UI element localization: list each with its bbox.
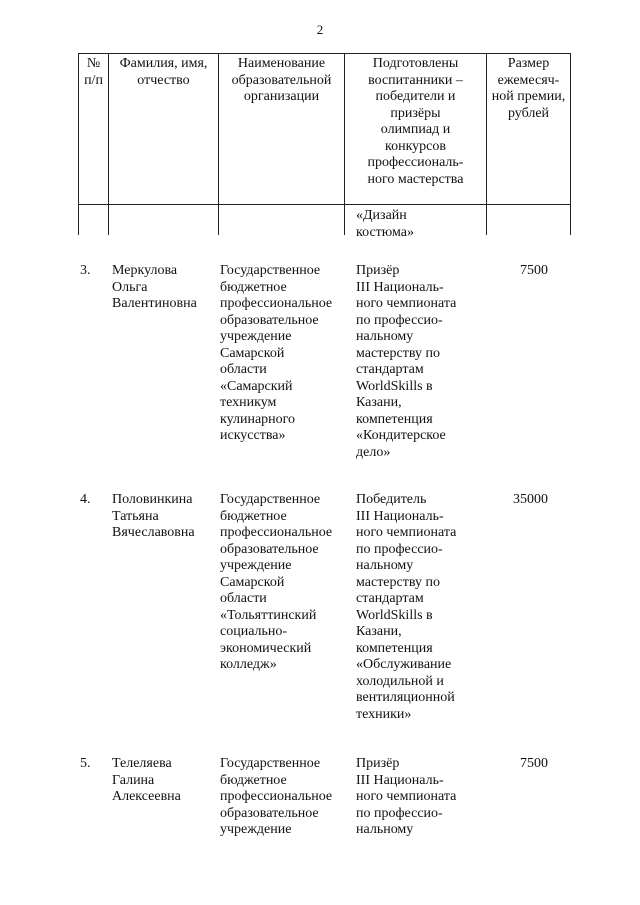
text-line: «Дизайн: [356, 208, 407, 223]
column-divider: [486, 205, 487, 235]
text-line: экономический: [220, 640, 312, 656]
text-line: кулинарного: [220, 411, 296, 427]
text-line: учреждение: [220, 329, 292, 344]
text-line: Размер: [507, 56, 550, 71]
text-line: олимпиад и: [380, 122, 451, 137]
header-cell-number: [78, 54, 108, 205]
text-line: «Тольяттинский: [220, 607, 317, 623]
text-line: Валентиновна: [112, 296, 197, 311]
text-line: п/п: [84, 72, 103, 88]
text-line: «Обслуживание: [356, 657, 452, 672]
text-line: ного чемпионата: [356, 789, 457, 804]
text-line: Самарской: [220, 345, 285, 361]
text-line: нальному: [356, 329, 414, 344]
text-line: «Самарский: [220, 378, 293, 394]
text-line: Подготовлены: [372, 56, 459, 71]
text-line: мастерству по: [356, 574, 440, 590]
text-line: по профессио-: [356, 541, 443, 557]
text-line: вентиляционной: [356, 690, 455, 705]
text-line: WorldSkills в: [356, 607, 433, 623]
text-line: учреждение: [220, 822, 292, 837]
row-name: [112, 756, 181, 806]
text-line: техники»: [356, 706, 412, 722]
header-cell-achievement: [344, 54, 486, 205]
text-line: бюджетное: [220, 508, 287, 524]
text-line: Призёр: [356, 756, 400, 771]
text-line: призёры: [390, 105, 441, 121]
row-number: 5.: [80, 756, 91, 771]
text-line: «Кондитерское: [356, 428, 446, 443]
text-line: Меркулова: [112, 263, 178, 278]
text-line: образовательное: [220, 312, 319, 328]
row-achievement: [356, 263, 456, 461]
text-line: мастерству по: [356, 345, 440, 361]
row-name: [112, 263, 197, 313]
text-line: стандартам: [356, 362, 424, 377]
text-line: ежемесяч-: [497, 72, 560, 88]
column-divider: [108, 205, 109, 235]
text-line: Победитель: [356, 492, 427, 507]
text-line: организации: [243, 89, 320, 104]
column-divider: [218, 205, 219, 235]
text-line: бюджетное: [220, 279, 287, 295]
text-line: Казани,: [356, 395, 402, 410]
header-cell-organization: [218, 54, 344, 205]
text-line: учреждение: [220, 558, 292, 573]
text-line: холодильной и: [356, 673, 444, 689]
text-line: колледж»: [220, 657, 277, 672]
column-divider: [78, 205, 79, 235]
header-cell-name: [108, 54, 218, 205]
text-line: рублей: [507, 105, 550, 121]
text-line: компетенция: [356, 640, 433, 656]
text-line: Телеляева: [112, 756, 172, 771]
text-line: III Националь-: [356, 508, 444, 524]
text-line: профессиональное: [220, 296, 333, 311]
row-number: 4.: [80, 492, 91, 507]
text-line: №: [86, 56, 101, 71]
text-line: Самарской: [220, 574, 285, 590]
text-line: области: [220, 591, 267, 606]
row-name: [112, 492, 195, 542]
column-divider: [570, 205, 571, 235]
text-line: отчество: [137, 72, 190, 88]
row-organization: [220, 492, 332, 674]
continued-achievement-text: [356, 208, 414, 241]
text-line: Алексеевна: [112, 789, 181, 804]
table-header: [78, 53, 571, 205]
text-line: бюджетное: [220, 772, 287, 788]
text-line: нальному: [356, 558, 414, 573]
text-line: ного мастерства: [367, 171, 464, 187]
text-line: Казани,: [356, 624, 402, 639]
text-line: компетенция: [356, 411, 433, 427]
row-number: 3.: [80, 263, 91, 278]
text-line: Половинкина: [112, 492, 193, 507]
text-line: профессиональ-: [367, 155, 464, 170]
text-line: профессиональное: [220, 525, 333, 540]
row-prize: 7500: [520, 756, 548, 771]
text-line: социально-: [220, 624, 288, 639]
row-prize: 35000: [513, 492, 548, 507]
text-line: Вячеславовна: [112, 525, 195, 540]
text-line: Галина: [112, 772, 155, 788]
text-line: по профессио-: [356, 805, 443, 821]
text-line: образовательное: [220, 805, 319, 821]
text-line: образовательное: [220, 541, 319, 557]
text-line: стандартам: [356, 591, 424, 606]
text-line: WorldSkills в: [356, 378, 433, 394]
text-line: Ольга: [112, 279, 148, 295]
text-line: техникум: [220, 395, 277, 410]
row-achievement: [356, 492, 456, 723]
text-line: искусства»: [220, 428, 286, 443]
text-line: Призёр: [356, 263, 400, 278]
row-prize: 7500: [520, 263, 548, 278]
text-line: Государственное: [220, 263, 321, 278]
text-line: ного чемпионата: [356, 296, 457, 311]
text-line: Государственное: [220, 756, 321, 771]
page-number: 2: [316, 22, 324, 37]
text-line: ного чемпионата: [356, 525, 457, 540]
text-line: Государственное: [220, 492, 321, 507]
text-line: образовательной: [231, 72, 332, 88]
text-line: Татьяна: [112, 508, 159, 524]
text-line: победители и: [375, 89, 456, 104]
text-line: III Националь-: [356, 772, 444, 788]
text-line: по профессио-: [356, 312, 443, 328]
text-line: нальному: [356, 822, 414, 837]
row-organization: [220, 263, 332, 445]
text-line: воспитанники –: [368, 72, 463, 88]
text-line: дело»: [356, 444, 391, 460]
text-line: Наименование: [237, 56, 326, 71]
text-line: конкурсов: [384, 138, 446, 154]
text-line: ной премии,: [491, 89, 566, 104]
header-cell-prize: [486, 54, 571, 205]
column-divider: [344, 205, 345, 235]
text-line: профессиональное: [220, 789, 333, 804]
text-line: области: [220, 362, 267, 377]
text-line: III Националь-: [356, 279, 444, 295]
text-line: Фамилия, имя,: [119, 56, 208, 71]
text-line: костюма»: [356, 224, 415, 240]
row-organization: [220, 756, 332, 839]
